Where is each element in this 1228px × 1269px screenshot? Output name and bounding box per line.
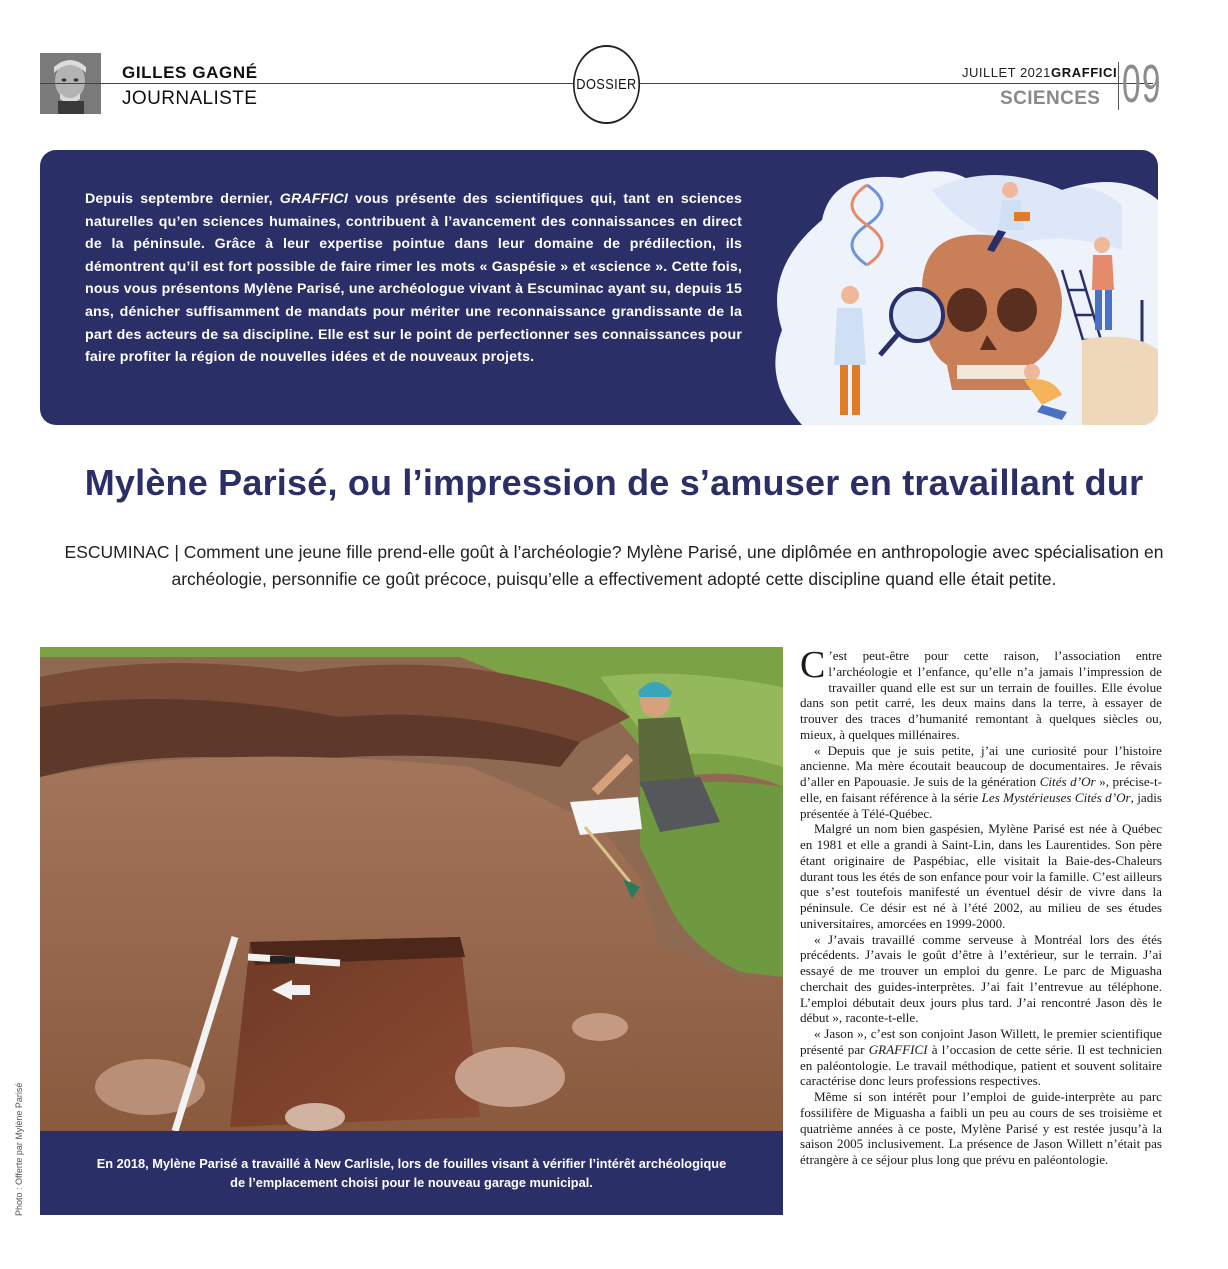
article-text: », précise-t-elle, en faisant référence à la série xyxy=(800,774,1162,805)
photo-credit: Photo : Offerte par Mylène Parisé xyxy=(14,1082,24,1216)
intro-box xyxy=(40,150,1158,425)
article-paragraph xyxy=(800,644,1162,743)
article-text: « Jason », c’est son conjoint Jason Willett, le premier scientifique présenté par xyxy=(800,1026,1162,1057)
container-bin xyxy=(570,797,642,835)
drop-cap: C xyxy=(800,644,826,686)
article-body xyxy=(800,644,1163,1168)
intro-text-part: vous présente des scientifiques qui, tant en sciences naturelles qu’en sciences humaines, contribuent à l’avancement des connaissances en direct de la péninsule. Grâce à leur expertise pointue dans leur domaine de prédilection, ils démontrent qu’il est fort possible de faire rimer les mots « Gaspésie » et «science ». Cette fois, nous vous présentons Mylène Parisé, une archéologue vivant à Escuminac ayant su, depuis 15 ans, dénicher suffisamment de mandats pour mériter une reconnaissance grandissante de la part des acteurs de sa discipline. Elle est sur le point de perfectionner ses connaissances pour faire profiter la région de nouvelles idées et de nouveaux projets. xyxy=(85,191,742,366)
intro-text xyxy=(85,188,742,369)
archaeology-illustration xyxy=(762,150,1158,425)
article-text: ’est peut-être pour cette raison, l’association entre l’archéologie et l’enfance, qu’elle n’a jamais l’impression de travailler quand elle est sur un terrain de fouilles. Elle évolue dans son petit carré, les deux mains dans la terre, à essayer de trouver des traces d’humanité remontant à quelques siècles ou, mieux, à quelques millénaires. xyxy=(800,648,1162,742)
dossier-badge xyxy=(573,45,640,124)
article-text: , jadis présentée à Télé-Québec. xyxy=(800,789,1163,821)
article-emphasis: Les Mystérieuses Cités d’Or xyxy=(981,789,1131,805)
section-name: SCIENCES xyxy=(1000,88,1101,109)
article-paragraph: « J’avais travaillé comme serveuse à Montréal lors des étés précédents. J’avais le goût d’être à l’extérieur, sur le terrain. J’ai essayé de me trouver un emploi du genre. Le parc de Miguasha cherchait des guides-interprètes. J’ai fait l’entrevue au téléphone. L’emploi débutait deux jours plus tard. J’ai rencontré Jason dès le début », raconte-t-elle. xyxy=(800,931,1162,1026)
article-paragraph: Même si son intérêt pour l’emploi de guide-interprète au parc fossilifère de Miguasha a faibli un peu au cours de ses troisième et quatrième années à ce poste, Mylène Parisé y est restée jusqu’à la saison 2005 inclusivement. La présence de Jason Willett n’était pas étrangère à ce séjour plus long que prévu en paléontologie. xyxy=(800,1089,1162,1167)
headline: Mylène Parisé, ou l’impression de s’amuser en travaillant dur xyxy=(84,462,1144,503)
excavation-photo xyxy=(40,647,783,1131)
page-number: 09 xyxy=(1122,54,1162,114)
intro-text-part: Depuis septembre dernier, xyxy=(85,191,280,207)
issue-date: JUILLET 2021 xyxy=(962,65,1051,80)
article-emphasis: Cités d’Or xyxy=(1039,774,1096,789)
page-number-divider xyxy=(1118,62,1119,110)
photo-caption: En 2018, Mylène Parisé a travaillé à New Carlisle, lors de fouilles visant à vérifier l’intérêt archéologique de l’emplacement choisi pour le nouveau garage municipal. xyxy=(40,1131,783,1215)
article-paragraph xyxy=(800,1026,1162,1089)
article-paragraph xyxy=(800,743,1162,822)
article-emphasis: GRAFFICI xyxy=(868,1041,928,1057)
article-text: à l’occasion de cette série. Il est technicien en paléontologie. Le travail méthodique, patient et souvent solitaire caractérise donc leurs professions respectives. xyxy=(800,1041,1162,1089)
intro-publication-name: GRAFFICI xyxy=(279,191,348,207)
author-role: JOURNALISTE xyxy=(122,88,258,109)
dossier-label: DOSSIER xyxy=(576,76,637,93)
publication-name: GRAFFICI xyxy=(1051,65,1118,80)
lede: ESCUMINAC | Comment une jeune fille prend-elle goût à l’archéologie? Mylène Parisé, une diplômée en anthropologie avec spécialisation en archéologie, personnifie ce goût précoce, puisqu’elle a effectivement adopté cette discipline quand elle était petite. xyxy=(64,542,1164,589)
article-paragraph: Malgré un nom bien gaspésien, Mylène Parisé est née à Québec en 1981 et elle a grandi à Saint-Lin, dans les Laurentides. Son père étant originaire de Paspébiac, elle visitait la Baie-des-Chaleurs durant tous les étés de son enfance pour voir la famille. C’est ailleurs que s’est toutefois manifesté un éventuel désir de vivre dans la péninsule. Ce désir est né à l’été 2002, au milieu de ses études universitaires, amorcées en 1999-2000. xyxy=(800,821,1162,931)
author-name: GILLES GAGNÉ xyxy=(122,63,258,82)
article-text: « Depuis que je suis petite, j’ai une curiosité pour l’histoire ancienne. Ma mère écoutait beaucoup de documentaires. Je rêvais d’aller en Papouasie. Je suis de la génération xyxy=(800,742,1162,789)
